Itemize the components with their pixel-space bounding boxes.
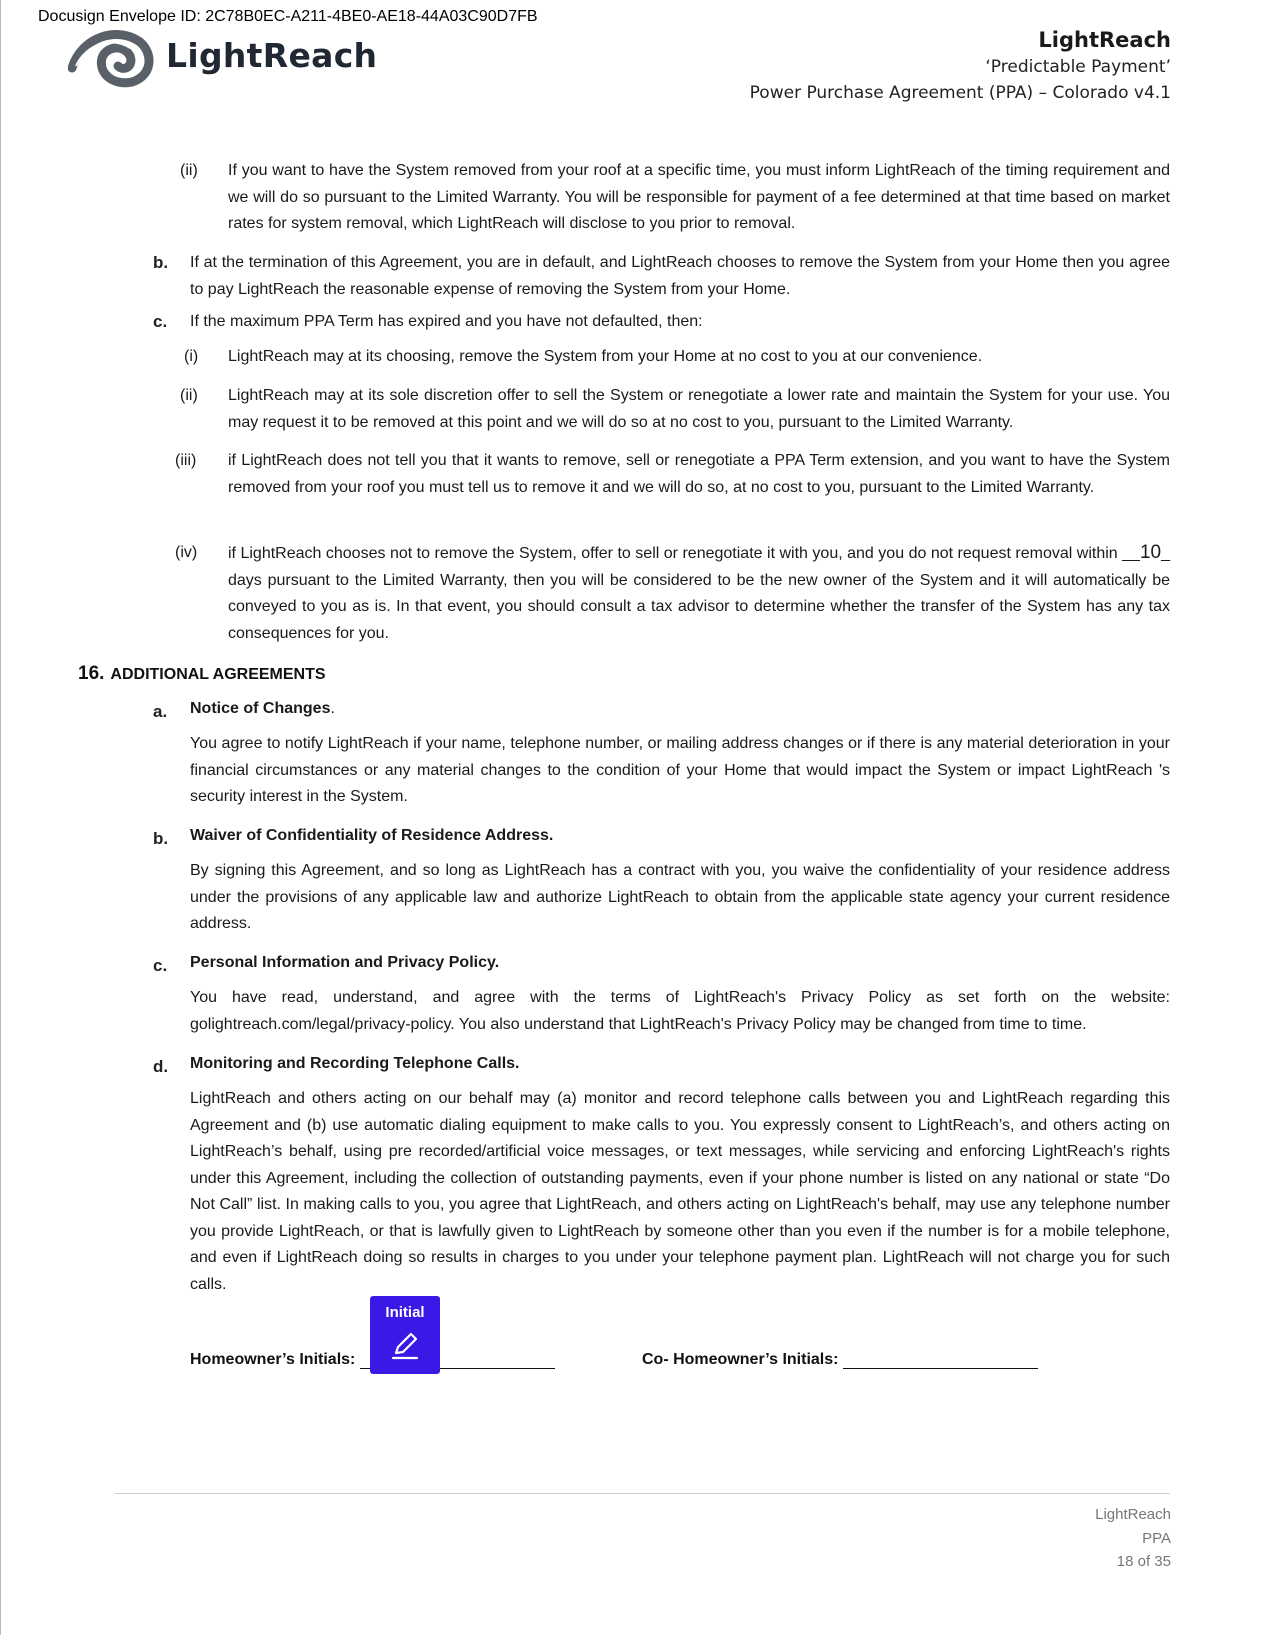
subsection-title (190, 696, 335, 723)
item-letter: c. (153, 312, 168, 331)
clause-text: If the maximum PPA Term has expired and you have not defaulted, then: (190, 313, 703, 330)
item-number: (iii) (175, 452, 197, 469)
section-number: 16. (78, 663, 105, 684)
co-homeowner-initials-line[interactable] (843, 1350, 1038, 1369)
days-value: 10 (1139, 542, 1162, 563)
clause-text (228, 540, 1170, 647)
subsection-title: Monitoring and Recording Telephone Calls. (190, 1055, 520, 1072)
subsection-body: You agree to notify LightReach if your name, telephone number, or mailing address changes or if there is any material deterioration in your financial circumstances or any material changes to the condition of your Home that would impact the System or impact LightReach 's security interest in the System. (190, 735, 1170, 805)
subsection-title: Waiver of Confidentiality of Residence Address. (190, 827, 554, 844)
document-header (750, 26, 1171, 106)
item-number: (iv) (175, 544, 198, 561)
subsection-title-period: . (330, 700, 335, 717)
item-letter: b. (153, 253, 169, 272)
item-letter: d. (153, 1057, 169, 1076)
co-homeowner-initials-row (642, 1350, 1038, 1369)
co-homeowner-initials-label: Co- Homeowner’s Initials: (642, 1351, 839, 1368)
footer-divider (115, 1493, 1170, 1494)
clause-text: LightReach may at its sole discretion offer to sell the System or renegotiate a lower rate and maintain the System for your use. You may request it to be removed at this point and we will do so at no cost to you, pursuant to the Limited Warranty. (228, 387, 1170, 431)
header-title: LightReach (1038, 28, 1171, 52)
clause-text-end: days pursuant to the Limited Warranty, then you will be considered to be the new owner of the System and it will automatically be conveyed to you as is. In that event, you should consult a tax advisor to determine whether the transfer of the System has any tax consequences for you. (228, 571, 1170, 642)
footer-company: LightReach (1095, 1506, 1171, 1523)
header-subtitle: ‘Predictable Payment’ (985, 57, 1171, 77)
footer-doc: PPA (1142, 1529, 1171, 1547)
subsection-body: By signing this Agreement, and so long as LightReach has a contract with you, you waive the confidentiality of your residence address under the provisions of any applicable law and authorize LightReach to obtain from the applicable state agency your current residence address. (190, 862, 1170, 932)
clause-text: If at the termination of this Agreement, you are in default, and LightReach chooses to remove the System from your Home then you agree to pay LightReach the reasonable expense of removing the System from your Home. (190, 254, 1170, 298)
subsection-title: Personal Information and Privacy Policy. (190, 954, 500, 971)
clause-text: LightReach may at its choosing, remove the System from your Home at no cost to you at our convenience. (228, 348, 983, 365)
page-number: 18 of 35 (1116, 1553, 1171, 1570)
item-number: (ii) (180, 387, 198, 404)
subsection-body: LightReach and others acting on our behalf may (a) monitor and record telephone calls between you and LightReach regarding this Agreement and (b) use automatic dialing equipment to make calls to you. You expressly consent to LightReach’s, and others acting on LightReach’s behalf, using pre recorded/artificial voice messages, or text messages, while servicing and enforcing LightReach's rights under this Agreement, including the collection of outstanding payments, even if your phone number is listed on any national or state “Do Not Call” list. In making calls to you, you agree that LightReach, and others acting on LightReach's behalf, may use any telephone number you provide LightReach, or that is lawfully given to LightReach by someone other than you even if the number is for a mobile telephone, and even if LightReach doing so results in charges to you under your telephone payment plan. LightReach will not charge you for such calls. (190, 1090, 1170, 1293)
homeowner-initials-label: Homeowner’s Initials: (190, 1351, 356, 1368)
page-left-border (0, 0, 1, 1635)
item-number: (ii) (180, 162, 198, 179)
lightreach-logo (68, 22, 378, 90)
clause-text-start: if LightReach chooses not to remove the System, offer to sell or renegotiate it with you, and you do not request removal within (228, 545, 1123, 562)
section-title: ADDITIONAL AGREEMENTS (110, 666, 326, 683)
pen-icon (387, 1327, 423, 1363)
item-letter: a. (153, 702, 168, 721)
lightreach-logo-icon (68, 26, 158, 88)
blank-fill: __ (1122, 545, 1140, 562)
logo-wordmark: LightReach (166, 36, 378, 75)
initial-button[interactable] (370, 1296, 440, 1374)
subsection-body: You have read, understand, and agree with the terms of LightReach's Privacy Policy as set forth on the website: golightreach.com/legal/privacy-policy. You also understand that LightReach's Privacy Policy may be changed from time to time. (190, 989, 1170, 1033)
header-doc-title: Power Purchase Agreement (PPA) – Colorado v4.1 (749, 83, 1171, 103)
clause-text: If you want to have the System removed from your roof at a specific time, you must inform LightReach of the timing requirement and we will do so pursuant to the Limited Warranty. You will be responsible for payment of a fee determined at that time based on market rates for system removal, which LightReach will disclose to you prior to removal. (228, 162, 1170, 232)
page-footer (1095, 1503, 1171, 1574)
item-number: (i) (184, 348, 199, 365)
initial-button-label: Initial (385, 1304, 425, 1321)
section-heading (78, 663, 326, 685)
subsection-title-text: Notice of Changes (190, 700, 331, 717)
envelope-id: Docusign Envelope ID: 2C78B0EC-A211-4BE0-AE18-44A03C90D7FB (38, 8, 538, 25)
item-letter: c. (153, 956, 168, 975)
item-letter: b. (153, 829, 169, 848)
clause-text: if LightReach does not tell you that it wants to remove, sell or renegotiate a PPA Term extension, and you want to have the System removed from your roof you must tell us to remove it and we will do so, at no cost to you, pursuant to the Limited Warranty. (228, 452, 1170, 496)
blank-fill: _ (1161, 545, 1170, 562)
